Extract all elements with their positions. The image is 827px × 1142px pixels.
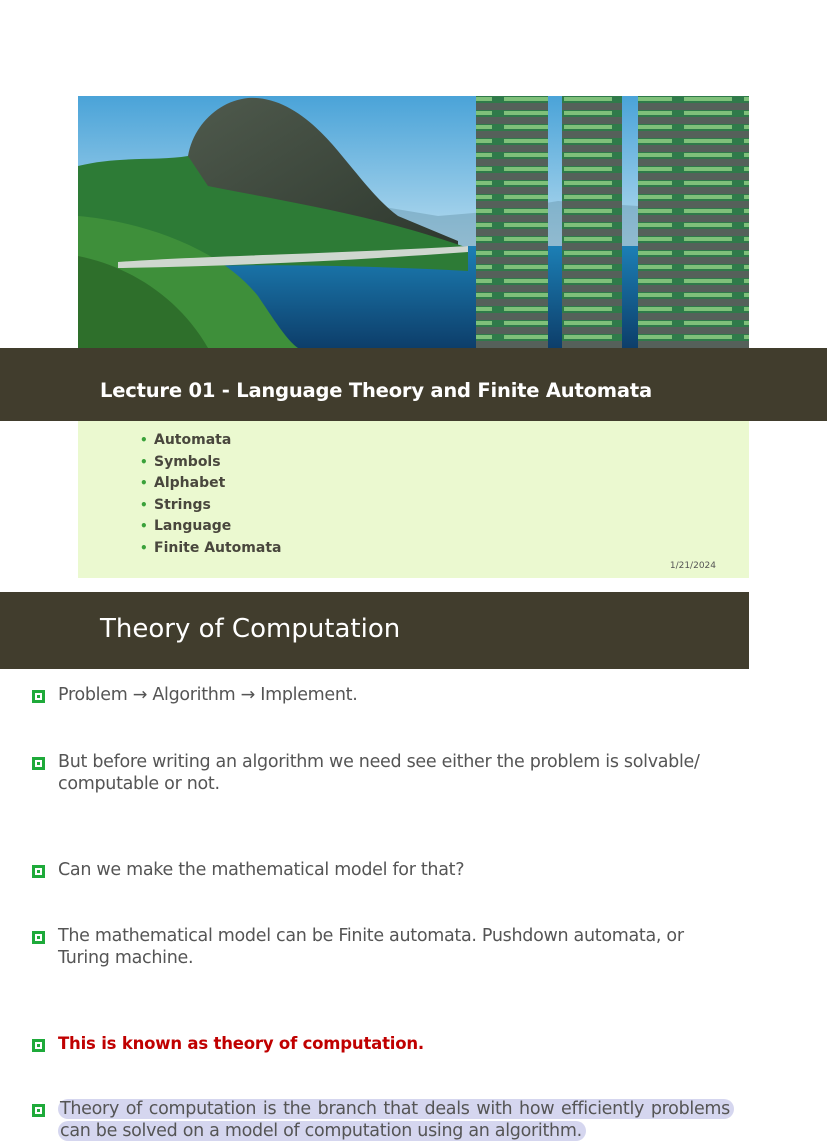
list-item: [30, 925, 740, 969]
bullet-dot-icon: •: [140, 454, 148, 469]
bullet-text: The mathematical model can be Finite automata. Pushdown automata, or Turing machine.: [58, 926, 684, 968]
slide-lecture-title: [78, 96, 749, 578]
slide-title: Theory of Computation: [100, 614, 401, 644]
topic-item: • Alphabet: [140, 473, 281, 495]
list-item: [30, 684, 740, 706]
bullet-dot-icon: •: [140, 540, 148, 555]
highlighted-text[interactable]: Theory of computation is the branch that deals with how efficiently problems can be solved on a model of computation using an algorithm.: [58, 1099, 734, 1141]
bullet-text: But before writing an algorithm we need see either the problem is solvable/ computable or not.: [58, 752, 700, 794]
bullet-dot-icon: •: [140, 433, 148, 447]
bullet-dot-icon: •: [140, 519, 148, 534]
lecture-title-band: [0, 348, 827, 421]
square-bullet-icon: [32, 1104, 45, 1117]
bullet-text: Can we make the mathematical model for that?: [58, 860, 465, 880]
topics-panel: [78, 421, 749, 578]
list-item-emphasis: [30, 1033, 740, 1055]
list-item-highlighted: [30, 1098, 734, 1142]
square-bullet-icon: [32, 1039, 45, 1052]
list-item: [30, 859, 740, 881]
lecture-title: Lecture 01 - Language Theory and Finite Automata: [100, 379, 652, 402]
topic-item: • Language: [140, 516, 281, 538]
bullet-dot-icon: •: [140, 497, 148, 512]
topics-list: [140, 430, 281, 560]
topic-item: • Finite Automata: [140, 538, 281, 560]
bullet-text: This is known as theory of computation.: [58, 1034, 424, 1053]
square-bullet-icon: [32, 690, 45, 703]
square-bullet-icon: [32, 931, 45, 944]
hero-landscape-image: [78, 96, 749, 348]
topic-item: • Strings: [140, 495, 281, 517]
list-item: [30, 751, 740, 795]
square-bullet-icon: [32, 757, 45, 770]
bullet-text: Problem → Algorithm → Implement.: [58, 685, 358, 705]
bullet-list: [30, 684, 740, 1141]
hero-image: [78, 96, 749, 348]
topic-item: • Automata: [140, 430, 281, 452]
square-bullet-icon: [32, 865, 45, 878]
slide-date: 1/21/2024: [669, 561, 716, 571]
bullet-dot-icon: •: [140, 476, 148, 491]
slide-title-band: [0, 592, 749, 669]
topic-item: • Symbols: [140, 452, 281, 474]
